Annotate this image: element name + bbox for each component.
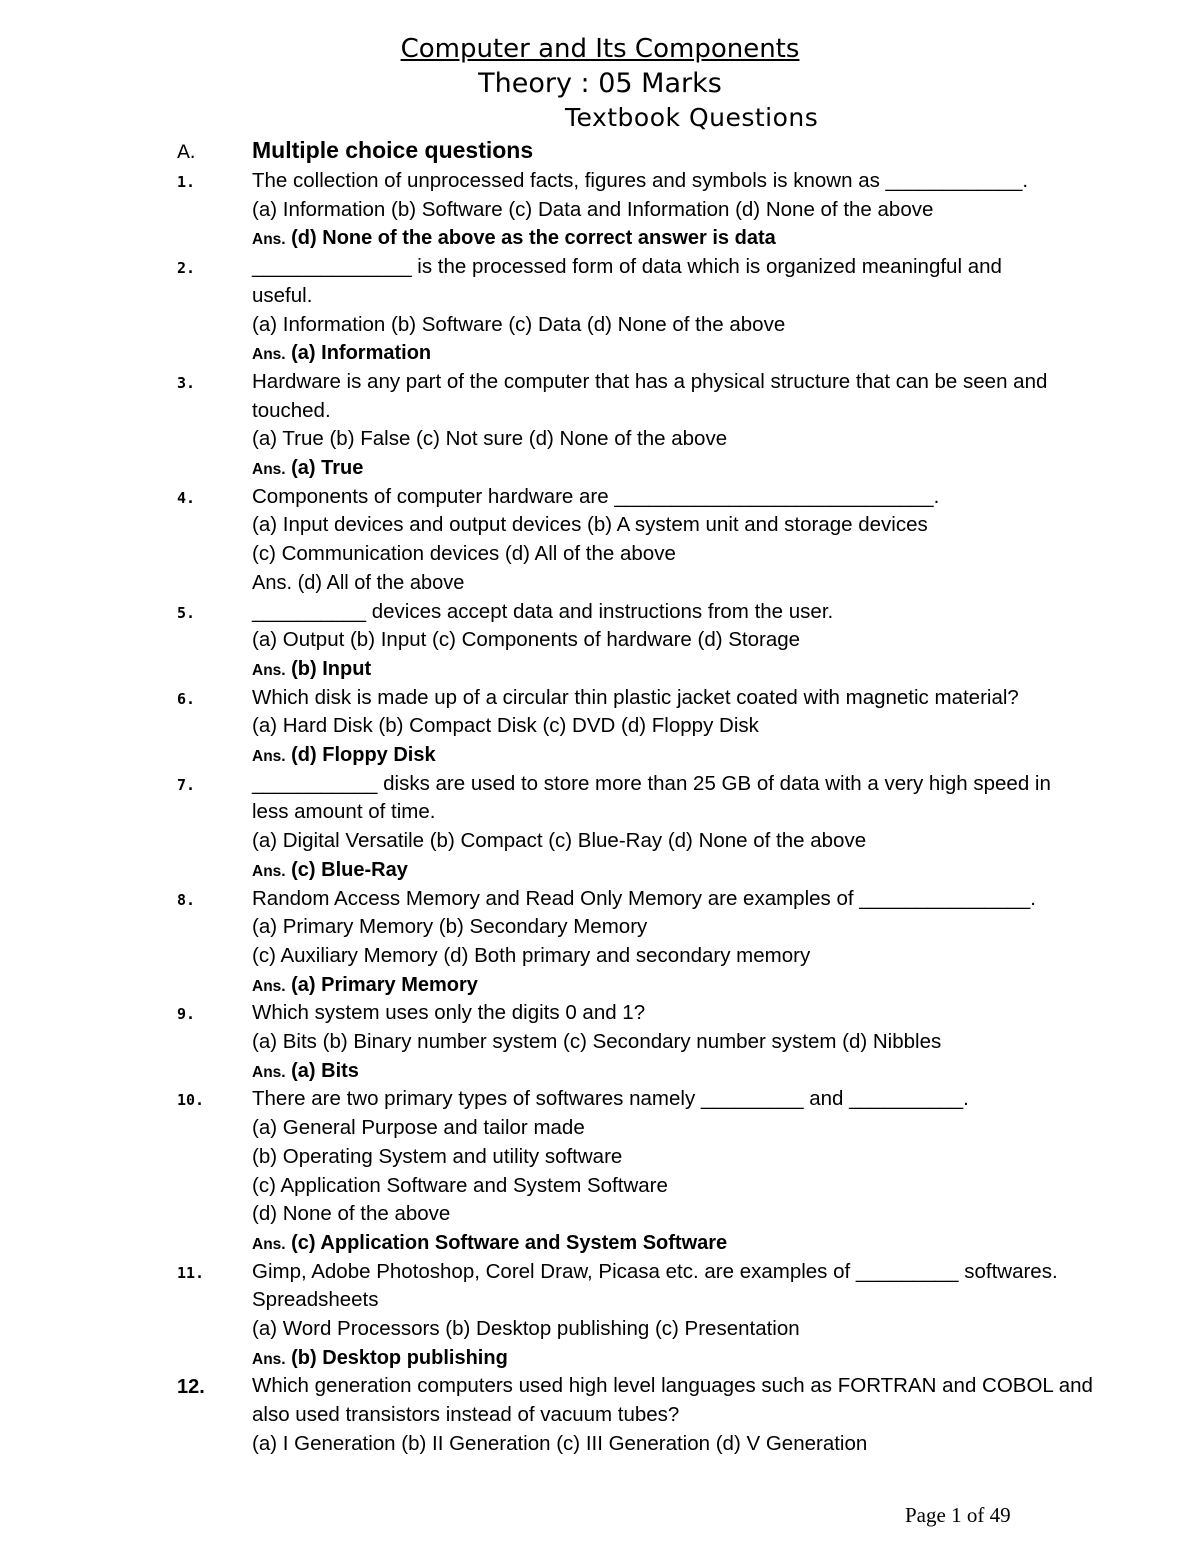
question-line: (a) General Purpose and tailor made <box>252 1116 585 1140</box>
question-number: 10. <box>177 1091 205 1110</box>
answer-label: Ans. <box>252 231 286 249</box>
answer-text: (c) Application Software and System Software <box>285 1231 728 1254</box>
question-number: 12. <box>177 1376 205 1399</box>
question-number: 3. <box>177 373 196 392</box>
page-number: Page 1 of 49 <box>905 1503 1011 1527</box>
question-line: (c) Communication devices (d) All of the above <box>252 542 676 566</box>
question-text: ___________ disks are used to store more than 25 GB of data with a very high speed in <box>252 771 1051 795</box>
answer-text: (a) Bits <box>285 1059 359 1082</box>
answer-line <box>252 1231 727 1257</box>
question-line: (a) Word Processors (b) Desktop publishing (c) Presentation <box>252 1317 800 1340</box>
answer-text: (a) Primary Memory <box>285 973 478 996</box>
question-text: ______________ is the processed form of data which is organized meaningful and <box>252 255 1002 279</box>
answer-label: Ans. <box>252 1350 286 1368</box>
answer-line <box>252 341 431 367</box>
answer-line <box>252 456 363 482</box>
question-line: also used transistors instead of vacuum tubes? <box>252 1403 680 1427</box>
question-line: touched. <box>252 398 331 422</box>
question-line: (a) I Generation (b) II Generation (c) III Generation (d) V Generation <box>252 1431 868 1455</box>
question-line: (a) Input devices and output devices (b) A system unit and storage devices <box>252 513 928 537</box>
answer-label: Ans. <box>252 346 286 364</box>
question-line: useful. <box>252 283 313 307</box>
section-heading: Textbook Questions <box>565 103 819 132</box>
answer-text: (b) Input <box>285 657 372 680</box>
question-line: (a) Digital Versatile (b) Compact (c) Blue-Ray (d) None of the above <box>252 829 867 853</box>
question-number: 9. <box>177 1005 196 1024</box>
question-number: 5. <box>177 603 196 622</box>
answer-line <box>252 226 776 252</box>
question-text: The collection of unprocessed facts, figures and symbols is known as ____________. <box>252 169 1029 192</box>
answer-text: (b) Desktop publishing <box>285 1346 508 1369</box>
answer-line <box>252 1346 508 1372</box>
answer-line <box>252 858 408 884</box>
question-number: 8. <box>177 890 196 909</box>
answer-text: (a) True <box>285 457 364 479</box>
question-text: Random Access Memory and Read Only Memory are examples of _______________. <box>252 886 1036 910</box>
answer-label: Ans. <box>252 977 286 995</box>
question-line: (a) Output (b) Input (c) Components of hardware (d) Storage <box>252 628 801 652</box>
question-line: (c) Auxiliary Memory (d) Both primary and secondary memory <box>252 943 811 967</box>
question-line: (b) Operating System and utility software <box>252 1144 623 1168</box>
answer-line <box>252 973 478 999</box>
section-title: Multiple choice questions <box>252 137 534 163</box>
question-line: (a) Hard Disk (b) Compact Disk (c) DVD (d) Floppy Disk <box>252 714 759 738</box>
answer-line <box>252 1059 359 1085</box>
question-text: Which system uses only the digits 0 and 1? <box>252 1001 646 1025</box>
question-text: There are two primary types of softwares namely _________ and __________. <box>252 1087 969 1111</box>
section-letter: A. <box>177 141 196 163</box>
answer-label: Ans. <box>252 1235 286 1253</box>
answer-line <box>252 743 436 769</box>
answer-label: Ans. <box>252 862 286 880</box>
answer-text: (a) Information <box>285 342 432 365</box>
answer-line <box>252 571 464 595</box>
answer-text: (d) None of the above as the correct answer is data <box>285 227 776 250</box>
answer-text: (d) All of the above <box>292 571 465 594</box>
question-text: Hardware is any part of the computer that has a physical structure that can be seen and <box>252 369 1048 393</box>
question-line: (c) Application Software and System Software <box>252 1173 668 1197</box>
question-line: (a) Bits (b) Binary number system (c) Secondary number system (d) Nibbles <box>252 1030 942 1053</box>
question-text: __________ devices accept data and instructions from the user. <box>252 599 834 623</box>
document-title: Computer and Its Components <box>400 34 800 64</box>
answer-text: (d) Floppy Disk <box>285 744 436 766</box>
answer-label: Ans. <box>252 571 293 594</box>
question-line: (a) Primary Memory (b) Secondary Memory <box>252 915 648 939</box>
question-line: (a) Information (b) Software (c) Data (d) None of the above <box>252 312 786 336</box>
document-subtitle: Theory : 05 Marks <box>478 68 722 99</box>
question-number: 7. <box>177 775 196 794</box>
answer-label: Ans. <box>252 1063 286 1081</box>
question-text: Which generation computers used high level languages such as FORTRAN and COBOL and <box>252 1374 1093 1398</box>
question-line: (d) None of the above <box>252 1202 451 1226</box>
answer-line <box>252 657 371 683</box>
question-number: 6. <box>177 689 196 708</box>
question-number: 2. <box>177 259 196 278</box>
question-number: 11. <box>177 1263 205 1282</box>
question-line: Spreadsheets <box>252 1288 379 1312</box>
answer-text: (c) Blue-Ray <box>285 858 408 881</box>
question-text: Gimp, Adobe Photoshop, Corel Draw, Picasa etc. are examples of _________ softwares. <box>252 1259 1058 1283</box>
question-line: (a) True (b) False (c) Not sure (d) None of the above <box>252 427 728 451</box>
question-line: less amount of time. <box>252 800 436 824</box>
question-text: Which disk is made up of a circular thin plastic jacket coated with magnetic material? <box>252 685 1019 709</box>
question-number: 4. <box>177 488 196 507</box>
question-text: Components of computer hardware are ____________________________. <box>252 484 940 508</box>
question-number: 1. <box>177 173 196 191</box>
answer-label: Ans. <box>252 461 286 478</box>
answer-label: Ans. <box>252 748 286 765</box>
answer-label: Ans. <box>252 661 286 679</box>
question-line: (a) Information (b) Software (c) Data and Information (d) None of the above <box>252 197 934 221</box>
